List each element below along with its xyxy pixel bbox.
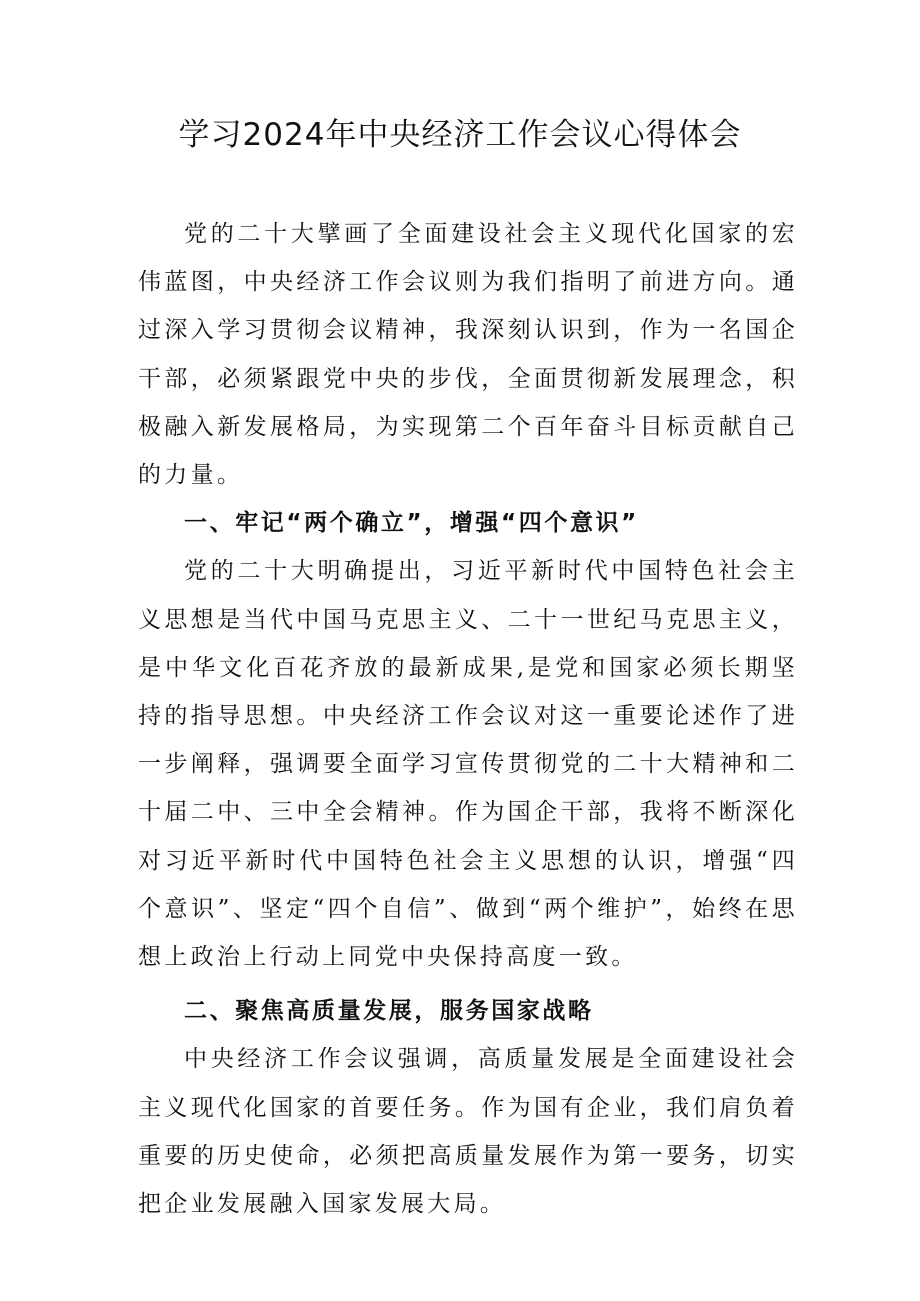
intro-paragraph: 党的二十大擘画了全面建设社会主义现代化国家的宏伟蓝图，中央经济工作会议则为我们指明了前进方向。通过深入学习贯彻会议精神，我深刻认识到，作为一名国企干部，必须紧跟党中央的步伐，全面贯彻新发展理念，积极融入新发展格局，为实现第二个百年奋斗目标贡献自己的力量。 xyxy=(138,221,798,489)
section-paragraph-1: 党的二十大明确提出，习近平新时代中国特色社会主义思想是当代中国马克思主义、二十一世纪马克思主义，是中华文化百花齐放的最新成果,是党和国家必须长期坚持的指导思想。中央经济工作会议对这一重要论述作了进一步阐释，强调要全面学习宣传贯彻党的二十大精神和二十届二中、三中全会精神。作为国企干部，我将不断深化对习近平新时代中国特色社会主义思想的认识，增强“四个意识”、坚定“四个自信”、做到“两个维护”，始终在思想上政治上行动上同党中央保持高度一致。 xyxy=(138,558,798,971)
document-body xyxy=(138,210,798,1228)
section-paragraph-2: 中央经济工作会议强调，高质量发展是全面建设社会主义现代化国家的首要任务。作为国有企业，我们肩负着重要的历史使命，必须把高质量发展作为第一要务，切实把企业发展融入国家发展大局。 xyxy=(138,1046,798,1218)
section-heading-1: 一、牢记“两个确立”，增强“四个意识” xyxy=(184,510,639,537)
document-title: 学习2024年中央经济工作会议心得体会 xyxy=(178,117,742,153)
section-heading-2: 二、聚焦高质量发展，服务国家战略 xyxy=(184,998,594,1025)
